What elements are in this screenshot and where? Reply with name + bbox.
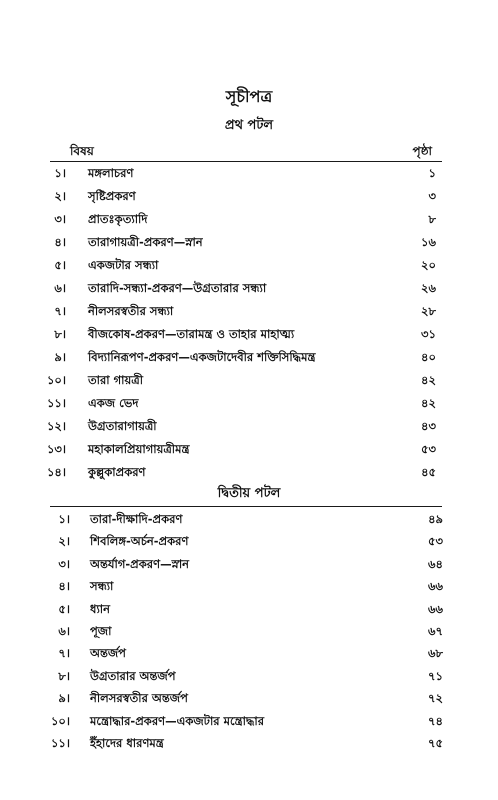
toc-row — [0, 324, 498, 344]
toc-row — [0, 278, 498, 298]
toc-entry-page: ৫৩ — [428, 534, 443, 549]
toc-entry-page: ১ — [428, 166, 436, 180]
toc-entry-number: ১১। — [50, 736, 70, 750]
toc-entry-number: ৩। — [58, 556, 70, 571]
toc-entry-page: ৮ — [428, 212, 436, 226]
toc-row — [0, 509, 498, 529]
toc-entry-page: ৬৬ — [428, 601, 443, 616]
toc-entry-page: ৭২ — [428, 691, 443, 706]
toc-entry-title: শিবলিঙ্গ-অর্চন-প্রকরণ — [90, 534, 189, 549]
toc-row — [0, 232, 498, 252]
toc-entry-title: একজটার সন্ধ্যা — [88, 258, 159, 272]
toc-entry-number: ১৪। — [46, 465, 66, 479]
toc-row — [0, 554, 498, 574]
toc-entry-page: ৪৩ — [421, 419, 436, 433]
toc-entry-number: ১০। — [50, 713, 70, 728]
toc-entry-number: ৯। — [54, 350, 66, 364]
toc-entry-number: ১২। — [46, 419, 66, 433]
toc-row — [0, 347, 498, 367]
toc-row — [0, 416, 498, 436]
toc-entry-title: তারাগায়ত্রী-প্রকরণ—স্নান — [88, 235, 203, 249]
section-heading-1: প্রথ পটল — [224, 118, 274, 133]
page-title: সূচীপত্র — [225, 87, 273, 106]
toc-entry-page: ৪৯ — [428, 512, 443, 526]
toc-row — [0, 439, 498, 459]
toc-entry-title: নীলসরস্বতীর সন্ধ্যা — [88, 304, 174, 318]
toc-entry-title: পূজা — [90, 624, 112, 638]
toc-row — [0, 666, 498, 686]
toc-entry-title: সৃষ্টিপ্রকরণ — [88, 189, 136, 203]
toc-entry-title: তারা গায়ত্রী — [88, 373, 144, 387]
toc-entry-title: তারাদি-সন্ধ্যা-প্রকরণ—উগ্রতারার সন্ধ্যা — [88, 281, 267, 295]
toc-entry-page: ২০ — [421, 258, 436, 272]
toc-entry-title: মন্ত্রোদ্ধার-প্রকরণ—একজটার মন্ত্রোদ্ধার — [90, 713, 265, 728]
toc-row — [0, 643, 498, 663]
toc-entry-title: মঙ্গলাচরণ — [88, 166, 134, 180]
toc-entry-number: ১০। — [46, 373, 66, 387]
toc-entry-page: ৬৮ — [428, 646, 443, 661]
toc-entry-title: ইঁহাদের ধারণমন্ত্র — [90, 736, 164, 750]
toc-entry-title: প্রাতঃকৃত্যাদি — [88, 212, 148, 226]
toc-entry-title: বীজকোষ-প্রকরণ—তারামন্ত্র ও তাহার মাহাত্ম্য — [88, 327, 295, 341]
toc-row — [0, 621, 498, 641]
toc-entry-page: ৬৬ — [428, 579, 443, 594]
toc-row — [0, 688, 498, 708]
toc-entry-number: ১১। — [46, 396, 66, 410]
toc-entry-title: উগ্রতারাগায়ত্রী — [88, 419, 157, 433]
toc-entry-page: ২৬ — [421, 281, 436, 295]
toc-entry-title: বিদ্যানিরূপণ-প্রকরণ—একজটাদেবীর শক্তিসিদ্ধিমন্ত্র — [88, 350, 316, 364]
toc-row — [0, 599, 498, 619]
toc-entry-number: ১৩। — [46, 442, 66, 456]
toc-row — [0, 531, 498, 551]
toc-entry-page: ৭১ — [428, 668, 443, 683]
toc-entry-number: ৮। — [58, 668, 70, 683]
toc-row — [0, 186, 498, 206]
toc-entry-page: ৪২ — [421, 396, 436, 410]
toc-row — [0, 393, 498, 413]
toc-entry-number: ৮। — [54, 327, 66, 341]
toc-entry-page: ৩১ — [421, 327, 436, 341]
toc-entry-title: সন্ধ্যা — [90, 579, 114, 594]
toc-entry-title: অন্তর্যাগ-প্রকরণ—স্নান — [90, 556, 190, 571]
toc-entry-number: ৯। — [58, 691, 70, 706]
toc-entry-page: ৭৪ — [428, 713, 443, 728]
toc-entry-number: ৫। — [54, 258, 66, 272]
toc-entry-page: ৪০ — [421, 350, 436, 364]
toc-entry-number: ২। — [58, 534, 70, 549]
toc-entry-page: ৪৫ — [421, 465, 436, 479]
toc-entry-page: ১৬ — [421, 235, 436, 249]
toc-entry-number: ৩। — [54, 212, 66, 226]
toc-row — [0, 301, 498, 321]
toc-entry-number: ১। — [58, 512, 70, 526]
toc-entry-page: ৬৭ — [428, 624, 443, 638]
toc-entry-title: কুল্লুকাপ্রকরণ — [88, 465, 146, 479]
toc-row — [0, 255, 498, 275]
toc-entry-page: ২৮ — [421, 304, 436, 318]
toc-entry-number: ৪। — [54, 235, 66, 249]
toc-row — [0, 462, 498, 482]
toc-row — [0, 163, 498, 183]
toc-entry-title: তারা-দীক্ষাদি-প্রকরণ — [90, 512, 183, 526]
section-1-rule — [50, 161, 442, 162]
toc-row — [0, 733, 498, 753]
section-heading-2: দ্বিতীয় পটল — [217, 486, 281, 501]
section-2-rule — [50, 506, 442, 507]
toc-row — [0, 711, 498, 731]
toc-entry-title: নীলসরস্বতীর অন্তর্জপ — [90, 691, 188, 706]
toc-entry-page: ৫৩ — [421, 442, 436, 456]
toc-entry-number: ৭। — [54, 304, 66, 318]
toc-entry-number: ৬। — [54, 281, 66, 295]
toc-entry-title: মহাকালপ্রিয়াগায়ত্রীমন্ত্র — [88, 442, 190, 456]
column-header-page: পৃষ্ঠা — [412, 144, 432, 158]
toc-entry-number: ২। — [54, 189, 66, 203]
toc-row — [0, 576, 498, 596]
toc-entry-page: ৩ — [428, 189, 436, 203]
toc-entry-title: ধ্যান — [90, 601, 110, 616]
toc-entry-number: ৬। — [58, 624, 70, 638]
toc-entry-title: একজ ভেদ — [88, 396, 139, 410]
toc-row — [0, 370, 498, 390]
toc-entry-number: ১। — [54, 166, 66, 180]
toc-entry-number: ৭। — [58, 646, 70, 661]
toc-row — [0, 209, 498, 229]
toc-entry-title: অন্তর্জপ — [90, 646, 126, 661]
toc-entry-page: ৬৪ — [428, 556, 443, 571]
toc-entry-page: ৭৫ — [428, 736, 443, 750]
toc-entry-page: ৪২ — [421, 373, 436, 387]
toc-entry-number: ৫। — [58, 601, 70, 616]
toc-entry-number: ৪। — [58, 579, 70, 594]
column-header-subject: বিষয় — [70, 144, 94, 158]
toc-entry-title: উগ্রতারার অন্তর্জপ — [90, 668, 176, 683]
